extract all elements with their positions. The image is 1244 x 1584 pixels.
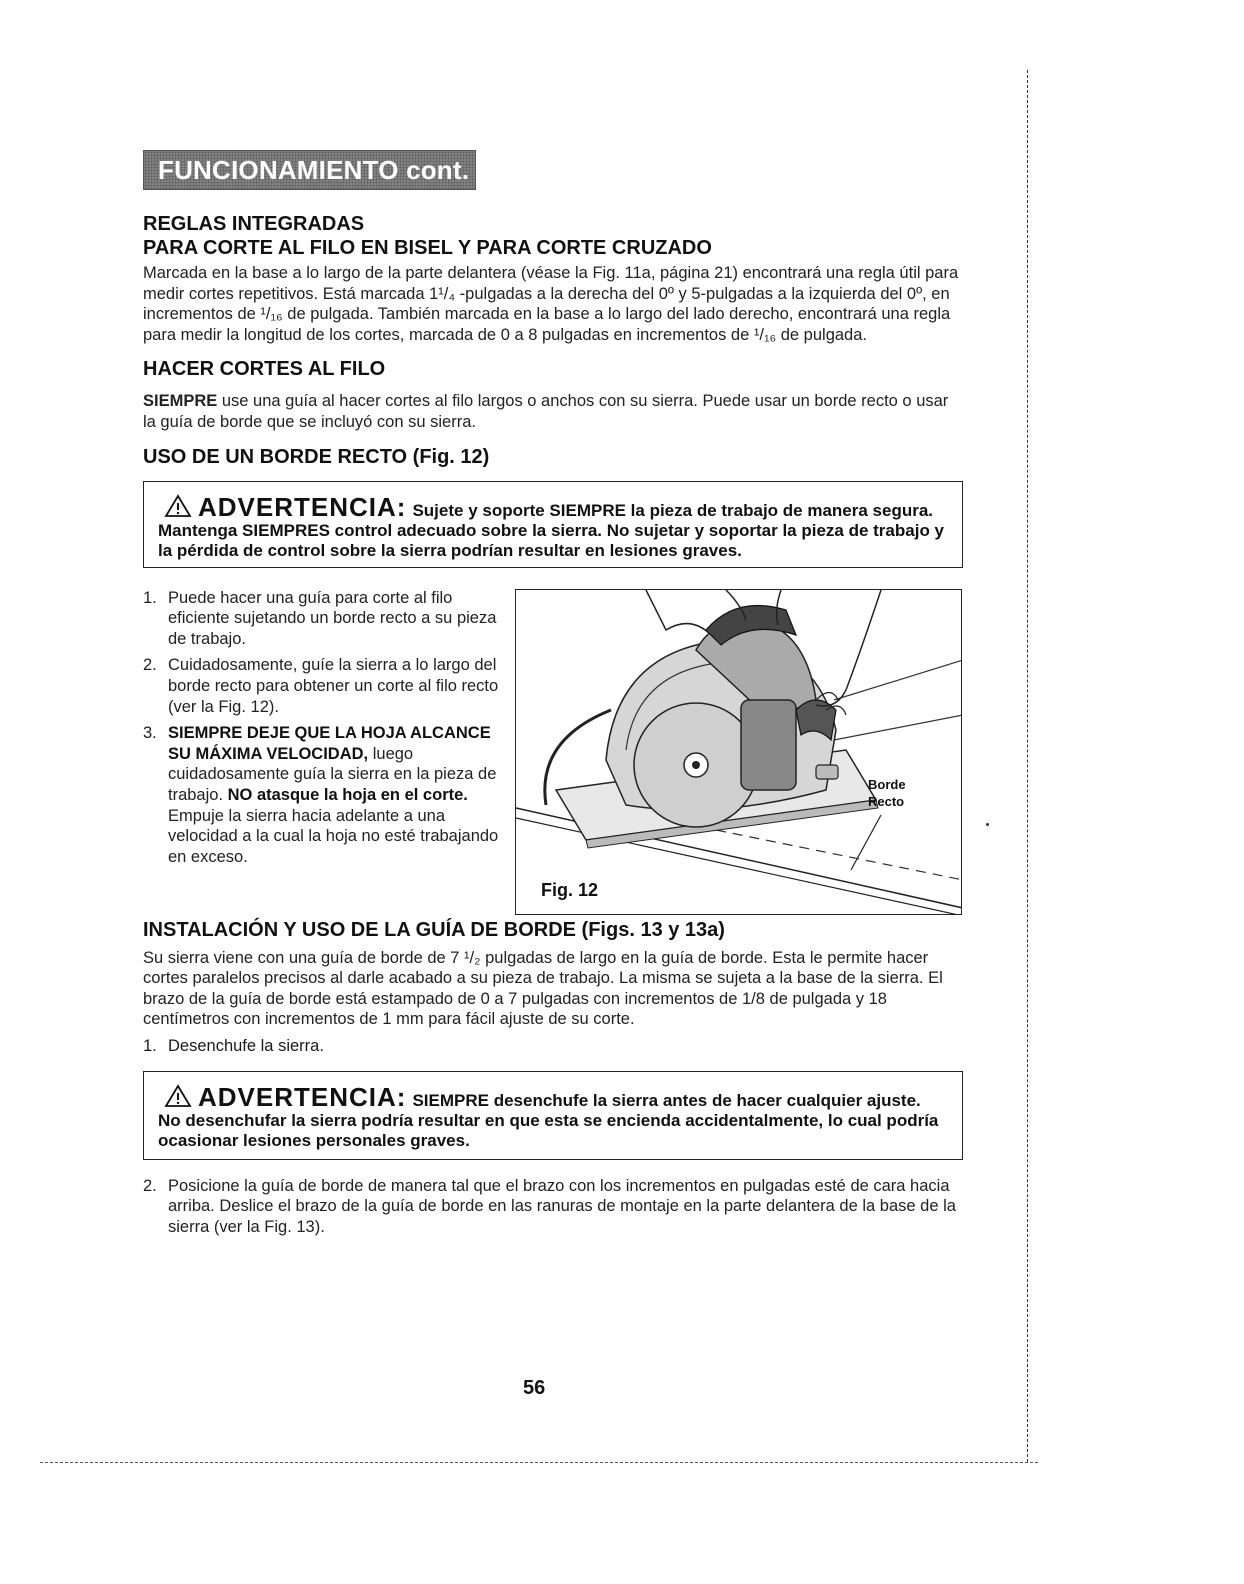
warning-box [143,1071,963,1160]
section-body: Marcada en la base a lo largo de la parte delantera (véase la Fig. 11a, página 21) encontrará una regla útil para medir cortes repetitivos. Está marcada 1¹/₄ -pulgadas a la derecha del 0º y 5-pulgadas a la izquierda del 0º, en incrementos de ¹/₁₆ de pulgada. También marcada en la base a lo largo del lado derecho, encontrará una regla para medir la longitud de los cortes, marcada de 0 a 8 pulgadas en incrementos de ¹/₁₆ de pulgada. [143,264,959,344]
section-guia-borde [143,918,963,1238]
warning-text [158,1081,946,1151]
circular-saw-illustration [516,590,962,915]
emphasis-text: NO atasque la hoja en el corte. [227,785,468,804]
list-item [143,723,513,867]
figure-12 [515,589,962,915]
steps-list [143,588,513,874]
margin-rule [1027,70,1028,1462]
section-subtitle: PARA CORTE AL FILO EN BISEL Y PARA CORTE CRUZADO [143,237,712,259]
list-item [143,588,513,650]
section-cortes-filo [143,357,963,432]
step-number: 2. [143,1176,157,1195]
label-line: Borde [868,776,906,792]
list-item [143,1036,963,1057]
figure-label [868,776,906,810]
steps-and-figure [143,588,963,918]
section-title: REGLAS INTEGRADAS [143,213,365,235]
section-title: USO DE UN BORDE RECTO (Fig. 12) [143,445,490,468]
page-number: 56 [523,1377,546,1399]
body-text: Empuje la sierra hacia adelante a una velocidad a la cual la hoja no esté trabajando en exceso. [168,806,499,866]
step-number: 3. [143,724,157,743]
section-borde-recto [143,445,963,918]
warning-label: ADVERTENCIA: [198,491,407,522]
warning-triangle-icon [164,494,192,518]
step-text: Posicione la guía de borde de manera tal que el brazo con los incrementos en pulgadas esté de cara hacia arriba. Deslice el brazo de la guía de borde en las ranuras de montaje en la parte delantera de la base de la sierra (ver la Fig. 13). [168,1176,956,1236]
section-reglas [143,212,963,345]
step-number: 1. [143,588,157,607]
section-title: INSTALACIÓN Y USO DE LA GUÍA DE BORDE (Figs. 13 y 13a) [143,918,725,941]
warning-message: SIEMPRE desenchufe la sierra antes de hacer cualquier ajuste. No desenchufar la sierra podría resultar en que esta se encienda accidentalmente, lo cual podría ocasionar lesiones personales graves. [158,1090,939,1150]
warning-box [143,481,963,568]
section-body [143,391,963,432]
emphasis-text: SIEMPRE [143,392,218,411]
page-content [143,212,963,1237]
warning-label: ADVERTENCIA: [198,1081,407,1112]
label-line: Recto [868,793,905,809]
warning-message: Sujete y soporte SIEMPRE la pieza de trabajo de manera segura. Mantenga SIEMPRES control adecuado sobre la sierra. No sujetar y soportar la pieza de trabajo y la pérdida de control sobre la sierra podrían resultar en lesiones graves. [158,500,945,560]
body-text: use una guía al hacer cortes al filo largos o anchos con su sierra. Puede usar un borde recto o usar la guía de borde que se incluyó con su sierra. [143,392,949,431]
section-body: Su sierra viene con una guía de borde de 7 ¹/₂ pulgadas de largo en la guía de borde. Esta le permite hacer cortes paralelos precisos al darle acabado a su pieza de trabajo. La misma se sujeta a la base de la sierra. El brazo de la guía de borde está estampado de 0 a 7 pulgadas con incrementos de 1/8 de pulgada y 18 centímetros con incrementos de 1 mm para fácil ajuste de su corte. [143,948,943,1029]
step-number: 2. [143,656,157,675]
step-text [168,723,513,867]
warning-triangle-icon [164,1084,192,1108]
section-title: HACER CORTES AL FILO [143,358,386,381]
section-banner: FUNCIONAMIENTO cont. [143,150,476,190]
list-item [143,1176,963,1238]
step-text: Cuidadosamente, guíe la sierra a lo largo del borde recto para obtener un corte al filo recto (ver la Fig. 12). [168,656,499,716]
bottom-rule [40,1462,1038,1463]
step-text: Desenchufe la sierra. [168,1036,324,1055]
scan-speck [986,823,989,826]
list-item [143,655,513,717]
body-text: luego cuidadosamente guía la sierra en la pieza de trabajo. [168,744,497,804]
figure-caption: Fig. 12 [541,879,599,900]
emphasis-text: SIEMPRE DEJE QUE LA HOJA ALCANCE SU MÁXIMA VELOCIDAD, [168,724,491,763]
step-text: Puede hacer una guía para corte al filo eficiente sujetando un borde recto a su pieza de trabajo. [168,588,497,648]
warning-text [158,491,946,561]
step-number: 1. [143,1036,157,1055]
